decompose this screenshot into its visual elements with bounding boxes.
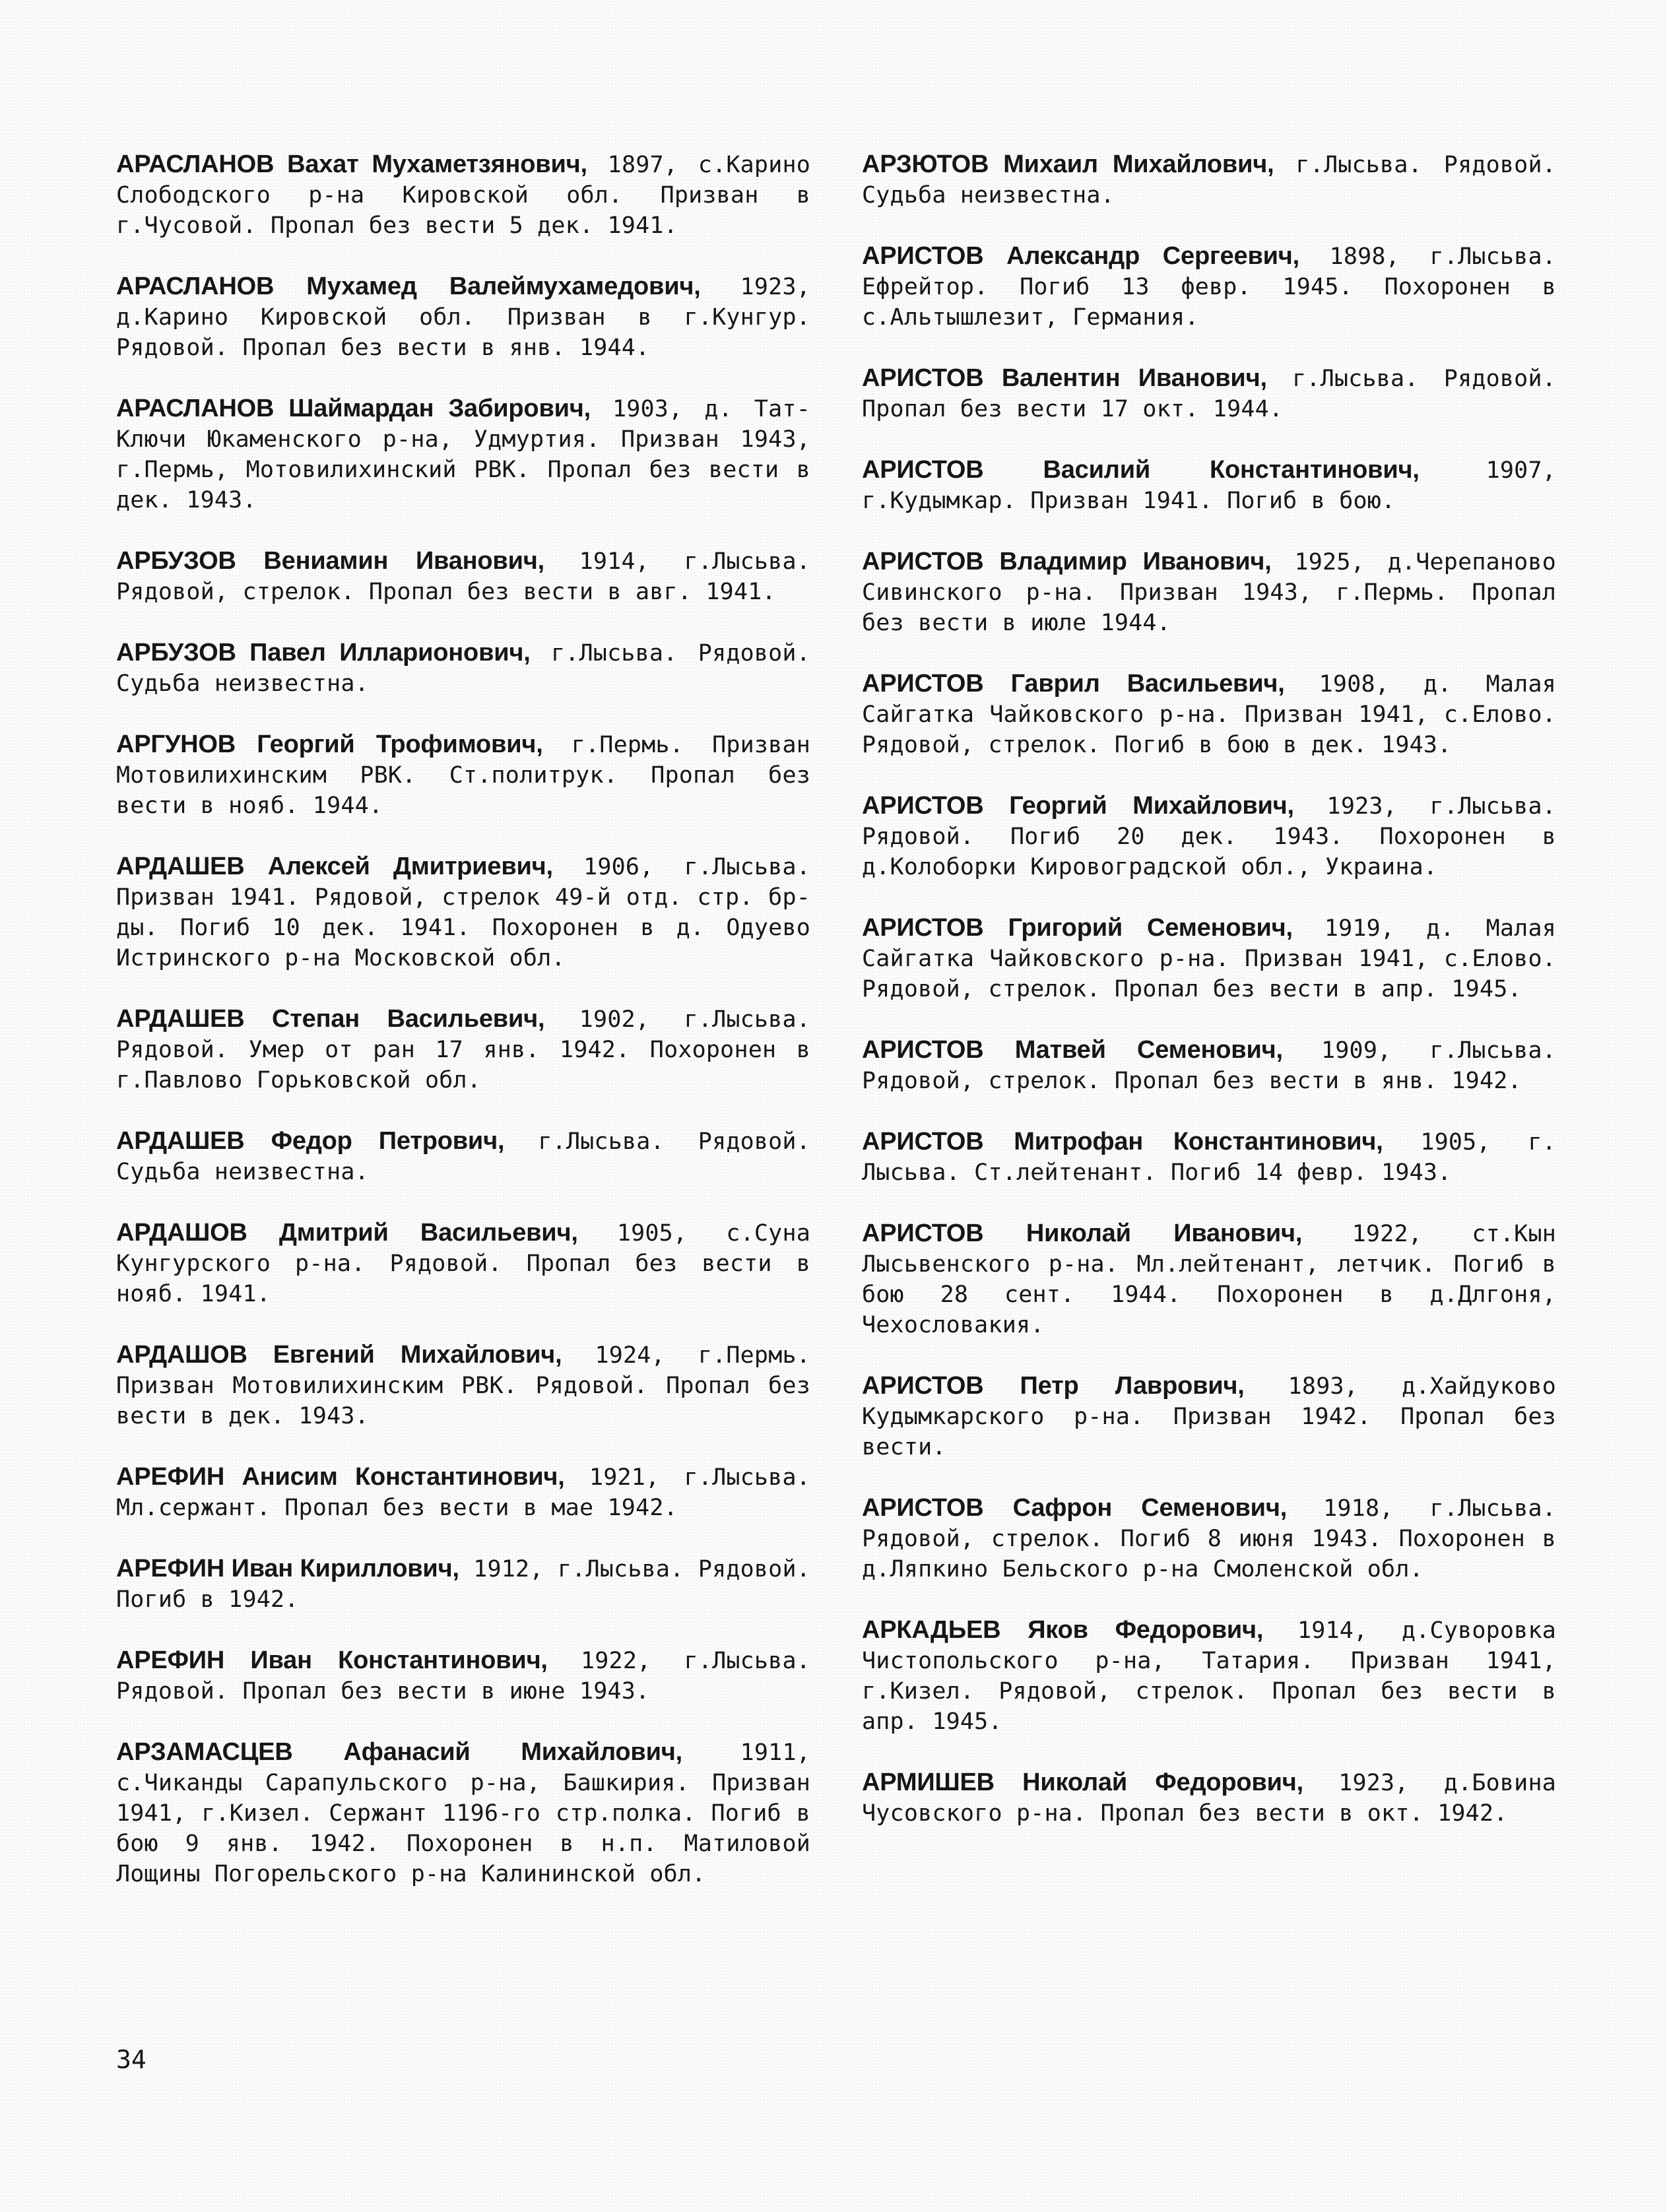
entry (862, 363, 1556, 424)
entry-text: 1923, д.Бовина Чусовского р-на. Пропал без вести в окт. 1942. (862, 1770, 1556, 1827)
entry-name: АРДАШОВ Евгений Михайлович, (116, 1341, 562, 1369)
entry (116, 1553, 810, 1615)
entry (116, 1645, 810, 1707)
entry-text: г.Лысьва. Рядовой. Судьба неизвестна. (116, 1128, 810, 1185)
entry-name: АРИСТОВ Николай Иванович, (862, 1220, 1303, 1247)
entry (862, 149, 1556, 211)
entry (862, 1615, 1556, 1737)
entry-name: АРЗЮТОВ Михаил Михайлович, (862, 150, 1274, 178)
entry-name: АРИСТОВ Сафрон Семенович, (862, 1494, 1288, 1522)
entry-text: 1922, г.Лысьва. Рядовой. Пропал без вести в июне 1943. (116, 1648, 810, 1705)
entry (862, 455, 1556, 516)
entry (862, 1035, 1556, 1096)
entry-text: 1902, г.Лысьва. Рядовой. Умер от ран 17 янв. 1942. Похоронен в г.Павлово Горьковской обл. (116, 1006, 810, 1093)
entry-text: 1897, с.Карино Слободского р-на Кировской обл. Призван в г.Чусовой. Пропал без вести 5 дек. 1941. (116, 152, 811, 239)
entry-text: г.Пермь. Призван Мотовилихинским РВК. Ст.политрук. Пропал без вести в нояб. 1944. (116, 732, 810, 819)
entry-text: 1898, г.Лысьва. Ефрейтор. Погиб 13 февр. 1945. Похоронен в с.Альтышлезит, Германия. (862, 244, 1556, 331)
entry-text: 1912, г.Лысьва. Рядовой. Погиб в 1942. (116, 1556, 810, 1613)
entry-name: АРЕФИН Иван Кириллович, (116, 1555, 459, 1582)
entry (116, 1126, 810, 1187)
entry-name: АРБУЗОВ Павел Илларионович, (116, 639, 531, 667)
entry-text: 1914, г.Лысьва. Рядовой, стрелок. Пропал без вести в авг. 1941. (116, 548, 810, 605)
entry-name: АРЗАМАСЦЕВ Афанасий Михайлович, (116, 1738, 682, 1766)
entry-text: 1918, г.Лысьва. Рядовой, стрелок. Погиб 8 июня 1943. Похоронен в д.Ляпкино Бельского р-на Смоленской обл. (862, 1495, 1557, 1582)
entry-name: АРИСТОВ Петр Лаврович, (862, 1372, 1245, 1400)
entry-name: АРАСЛАНОВ Шаймардан Забирович, (116, 395, 591, 422)
entry-text: 1905, с.Суна Кунгурского р-на. Рядовой. Пропал без вести в нояб. 1941. (116, 1220, 810, 1307)
entry-text: 1925, д.Черепаново Сивинского р-на. Призван 1943, г.Пермь. Пропал без вести в июле 1944. (862, 549, 1556, 636)
entry-name: АРИСТОВ Матвей Семенович, (862, 1036, 1283, 1064)
entry-text: 1906, г.Лысьва. Призван 1941. Рядовой, стрелок 49-й отд. стр. бр-ды. Погиб 10 дек. 1941. Похоронен в д. Одуево Истринского р-на Московской обл. (116, 854, 811, 971)
entry-text: 1907, г.Кудымкар. Призван 1941. Погиб в бою. (862, 457, 1556, 514)
entry-text: 1924, г.Пермь. Призван Мотовилихинским РВК. Рядовой. Пропал без вести в дек. 1943. (116, 1342, 811, 1429)
entry (116, 729, 810, 821)
entry-name: АРИСТОВ Георгий Михайлович, (862, 792, 1294, 820)
entry-text: 1909, г.Лысьва. Рядовой, стрелок. Пропал без вести в янв. 1942. (862, 1037, 1556, 1094)
entry-text: 1922, ст.Кын Лысьвенского р-на. Мл.лейтенант, летчик. Погиб в бою 28 сент. 1944. Похоронен в д.Длгоня, Чехословакия. (862, 1221, 1556, 1338)
entry (862, 1371, 1556, 1462)
entry (116, 851, 810, 973)
entry-name: АРДАШОВ Дмитрий Васильевич, (116, 1219, 578, 1247)
entry-text: 1919, д. Малая Сайгатка Чайковского р-на. Призван 1941, с.Елово. Рядовой, стрелок. Пропал без вести в апр. 1945. (862, 915, 1556, 1002)
right-column (862, 149, 1556, 1859)
entry (862, 1218, 1556, 1340)
page-number: 34 (116, 2045, 147, 2074)
entry (116, 393, 810, 515)
entry (862, 1493, 1556, 1584)
entry-name: АРИСТОВ Григорий Семенович, (862, 914, 1293, 942)
entry-name: АРИСТОВ Владимир Иванович, (862, 548, 1272, 575)
entry-name: АРАСЛАНОВ Вахат Мухаметзянович, (116, 150, 587, 178)
entry (116, 637, 810, 699)
entry (116, 546, 810, 607)
entry (862, 791, 1556, 882)
entry (116, 1218, 810, 1309)
entry (116, 1340, 810, 1431)
entry-name: АРИСТОВ Митрофан Константинович, (862, 1128, 1383, 1155)
entry-text: 1911, с.Чиканды Сарапульского р-на, Башкирия. Призван 1941, г.Кизел. Сержант 1196-го стр.полка. Погиб в бою 9 янв. 1942. Похоронен в н.п. Матиловой Лощины Погорельского р-на Калининской обл. (116, 1740, 810, 1887)
entry-text: 1893, д.Хайдуково Кудымкарского р-на. Призван 1942. Пропал без вести. (862, 1373, 1556, 1460)
entry-text: 1923, г.Лысьва. Рядовой. Погиб 20 дек. 1943. Похоронен в д.Колоборки Кировоградской обл., Украина. (862, 793, 1556, 880)
entry-name: АРИСТОВ Александр Сергеевич, (862, 242, 1299, 270)
entry (116, 149, 810, 241)
entry-text: 1903, д. Тат-Ключи Юкаменского р-на, Удмуртия. Призван 1943, г.Пермь, Мотовилихинский РВК. Пропал без вести в дек. 1943. (116, 396, 810, 513)
entry (862, 241, 1556, 333)
entry-name: АРГУНОВ Георгий Трофимович, (116, 731, 543, 758)
entry-name: АРИСТОВ Гаврил Васильевич, (862, 670, 1285, 698)
entry-text: 1914, д.Суворовка Чистопольского р-на, Татария. Призван 1941, г.Кизел. Рядовой, стрелок. Пропал без вести в апр. 1945. (862, 1617, 1556, 1735)
entry-text: 1908, д. Малая Сайгатка Чайковского р-на. Призван 1941, с.Елово. Рядовой, стрелок. Погиб в бою в дек. 1943. (862, 671, 1556, 758)
entry-name: АРКАДЬЕВ Яков Федорович, (862, 1616, 1264, 1644)
entry (116, 1462, 810, 1523)
left-column (116, 149, 810, 1920)
entry-name: АРАСЛАНОВ Мухамед Валеймухамедович, (116, 273, 701, 300)
entry-name: АРБУЗОВ Вениамин Иванович, (116, 547, 544, 575)
entry (862, 1767, 1556, 1829)
entry-name: АРДАШЕВ Степан Васильевич, (116, 1005, 545, 1033)
entry-text: 1905, г. Лысьва. Ст.лейтенант. Погиб 14 февр. 1943. (862, 1129, 1556, 1186)
entry-name: АРДАШЕВ Федор Петрович, (116, 1127, 505, 1155)
entry-name: АРДАШЕВ Алексей Дмитриевич, (116, 853, 553, 880)
entry-text: г.Лысьва. Рядовой. Судьба неизвестна. (116, 640, 810, 697)
entry-name: АРЕФИН Анисим Константинович, (116, 1463, 565, 1491)
entry (116, 1004, 810, 1095)
entry (862, 913, 1556, 1004)
entry-name: АРМИШЕВ Николай Федорович, (862, 1769, 1303, 1796)
entry-name: АРЕФИН Иван Константинович, (116, 1646, 548, 1674)
entry (862, 546, 1556, 638)
entry-name: АРИСТОВ Василий Константинович, (862, 456, 1420, 484)
entry (862, 1126, 1556, 1188)
entry-text: г.Лысьва. Рядовой. Судьба неизвестна. (862, 152, 1556, 209)
entry (116, 1737, 810, 1889)
entry-name: АРИСТОВ Валентин Иванович, (862, 364, 1267, 392)
entry-text: г.Лысьва. Рядовой. Пропал без вести 17 окт. 1944. (862, 366, 1556, 422)
entry (862, 668, 1556, 760)
entry-text: 1921, г.Лысьва. Мл.сержант. Пропал без вести в мае 1942. (116, 1464, 810, 1521)
entry-text: 1923, д.Карино Кировской обл. Призван в г.Кунгур. Рядовой. Пропал без вести в янв. 1944. (116, 274, 810, 361)
entry (116, 271, 810, 363)
